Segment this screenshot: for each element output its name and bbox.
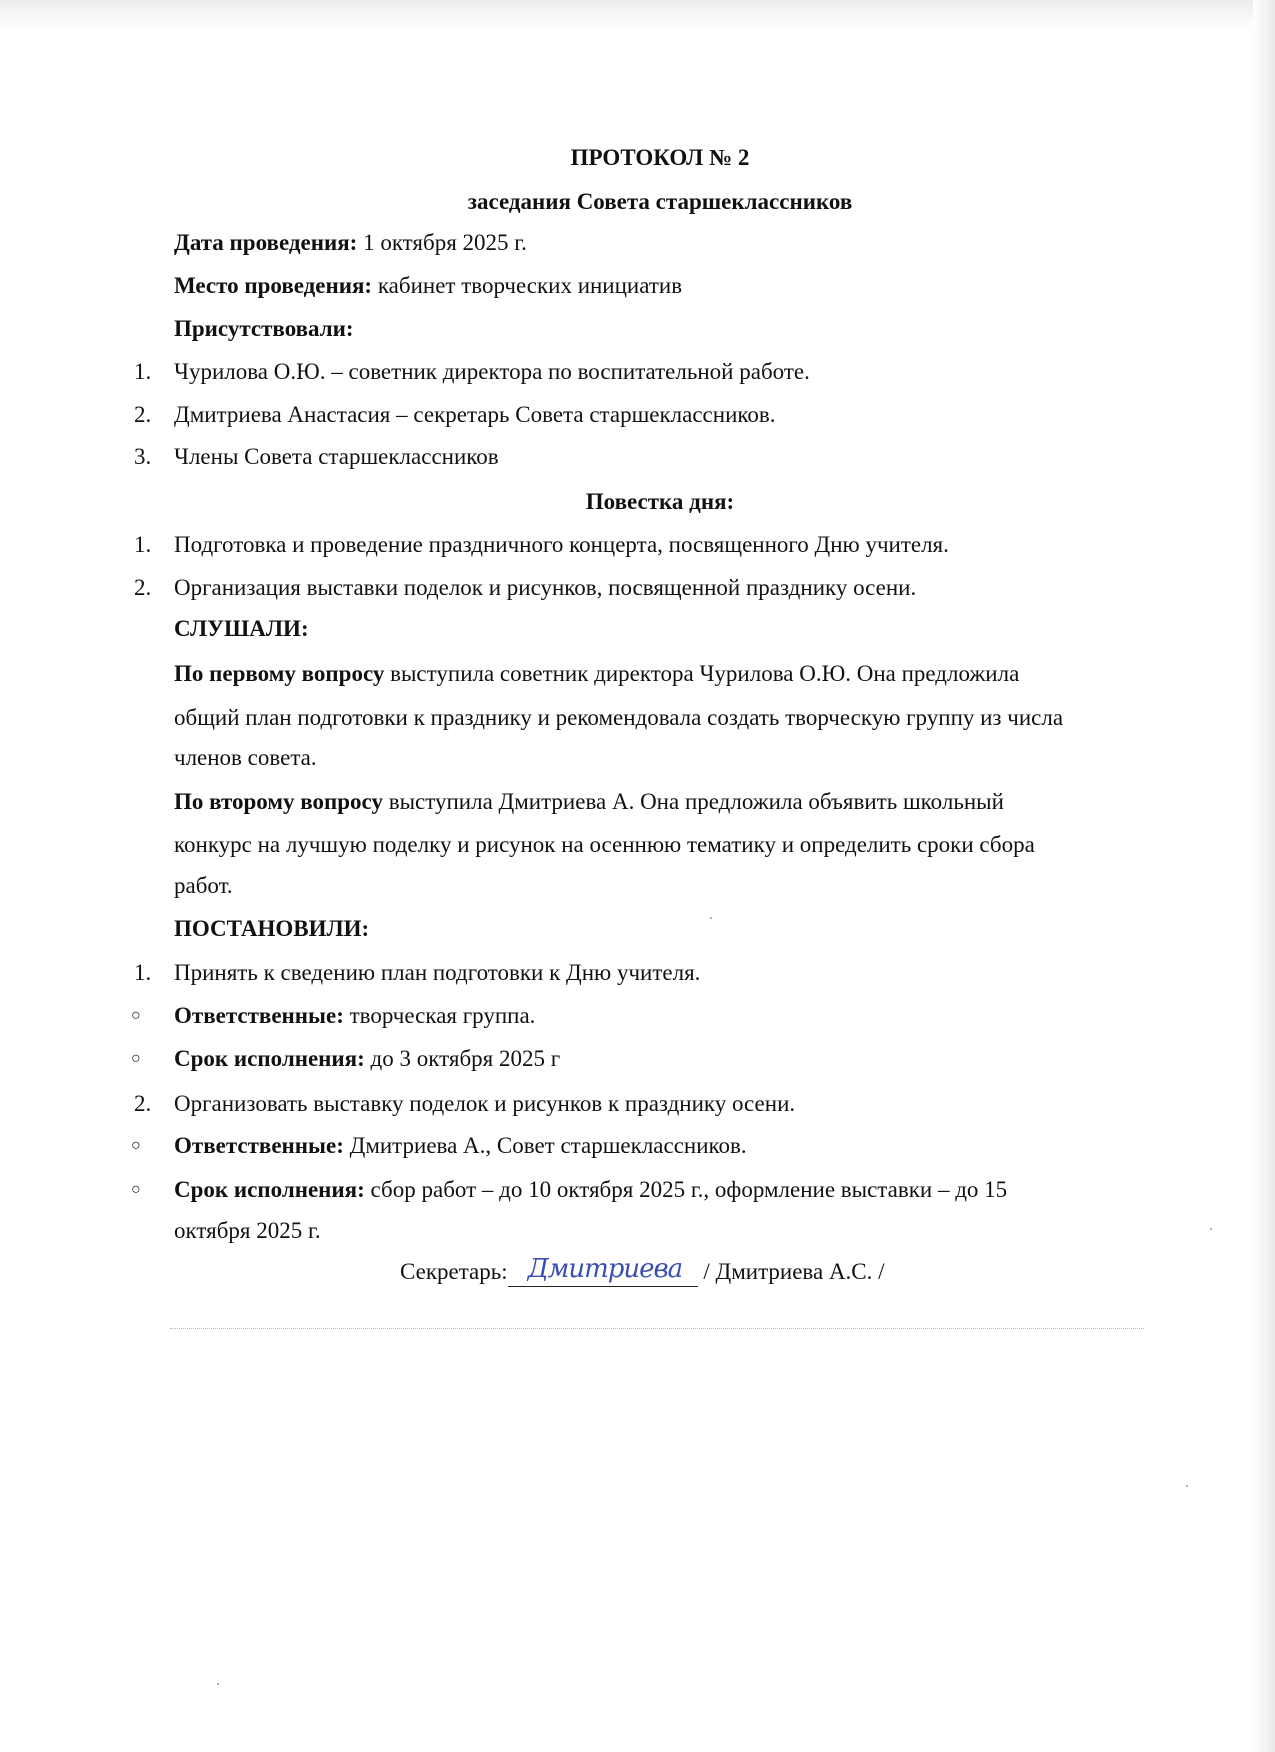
heard-heading: СЛУШАЛИ: <box>174 616 309 641</box>
document-subtitle: заседания Совета старшеклассников <box>467 189 853 214</box>
signature-field <box>508 1254 698 1287</box>
heard-2-text: выступила Дмитриева А. Она предложила объявить школьный <box>382 789 1004 814</box>
place-label: Место проведения: <box>174 273 373 298</box>
meeting-place <box>174 271 682 301</box>
attendee-number: 2. <box>134 402 152 427</box>
agenda-text: Подготовка и проведение праздничного концерта, посвященного Дню учителя. <box>174 532 949 557</box>
circle-bullet-icon: ○ <box>131 1050 141 1067</box>
meeting-date <box>174 228 527 258</box>
heard-1-line: общий план подготовки к празднику и рекомендовала создать творческую группу из числа <box>174 705 1064 730</box>
term-value: до 3 октября 2025 г <box>364 1046 561 1071</box>
heard-1-line <box>174 659 1019 689</box>
attendee-number: 3. <box>134 444 152 469</box>
decision-number: 2. <box>134 1091 152 1116</box>
attendees-heading: Присутствовали: <box>174 316 354 341</box>
circle-bullet-icon: ○ <box>131 1137 141 1154</box>
term-value-continuation: октября 2025 г. <box>174 1218 321 1243</box>
heard-1-topic: По первому вопросу <box>174 661 385 686</box>
scan-speck <box>1210 1228 1212 1230</box>
secretary-label: Секретарь: <box>400 1259 508 1284</box>
heard-2-topic: По второму вопросу <box>174 789 383 814</box>
heard-1-line: членов совета. <box>174 745 317 770</box>
scan-speck <box>217 1683 219 1685</box>
heard-2-line: конкурс на лучшую поделку и рисунок на осеннюю тематику и определить сроки сбора <box>174 832 1035 857</box>
document-title: ПРОТОКОЛ № 2 <box>570 145 750 170</box>
heard-1-text: выступила советник директора Чурилова О.Ю. Она предложила <box>384 661 1020 686</box>
date-value: 1 октября 2025 г. <box>357 230 527 255</box>
decided-heading: ПОСТАНОВИЛИ: <box>174 916 370 941</box>
attendee-text: Дмитриева Анастасия – секретарь Совета старшеклассников. <box>174 402 776 427</box>
place-value: кабинет творческих инициатив <box>372 273 683 298</box>
term-value: сбор работ – до 10 октября 2025 г., оформление выставки – до 15 <box>364 1177 1008 1202</box>
secretary-name: / Дмитриева А.С. / <box>697 1259 885 1284</box>
decision-number: 1. <box>134 960 152 985</box>
agenda-number: 1. <box>134 532 152 557</box>
term-label: Срок исполнения: <box>174 1046 365 1071</box>
date-label: Дата проведения: <box>174 230 358 255</box>
attendee-number: 1. <box>134 359 152 384</box>
scan-speck <box>1186 1485 1188 1487</box>
scan-speck <box>710 917 712 919</box>
heard-2-line <box>174 787 1004 817</box>
circle-bullet-icon: ○ <box>131 1007 141 1024</box>
responsible-value: Дмитриева А., Совет старшеклассников. <box>343 1133 747 1158</box>
heard-2-line: работ. <box>174 873 233 898</box>
secretary-signature-line <box>400 1254 885 1287</box>
responsible-value: творческая группа. <box>343 1003 536 1028</box>
scan-dotted-rule <box>170 1328 1144 1329</box>
responsible-label: Ответственные: <box>174 1003 344 1028</box>
attendee-text: Члены Совета старшеклассников <box>174 444 499 469</box>
attendee-text: Чурилова О.Ю. – советник директора по воспитательной работе. <box>174 359 810 384</box>
agenda-heading: Повестка дня: <box>585 489 735 514</box>
handwritten-signature: Дмитриева <box>527 1254 683 1284</box>
responsible-label: Ответственные: <box>174 1133 344 1158</box>
agenda-number: 2. <box>134 575 152 600</box>
agenda-text: Организация выставки поделок и рисунков, посвященной празднику осени. <box>174 575 917 600</box>
decision-text: Принять к сведению план подготовки к Дню учителя. <box>174 960 701 985</box>
circle-bullet-icon: ○ <box>131 1181 141 1198</box>
term-label: Срок исполнения: <box>174 1177 365 1202</box>
decision-text: Организовать выставку поделок и рисунков к празднику осени. <box>174 1091 796 1116</box>
